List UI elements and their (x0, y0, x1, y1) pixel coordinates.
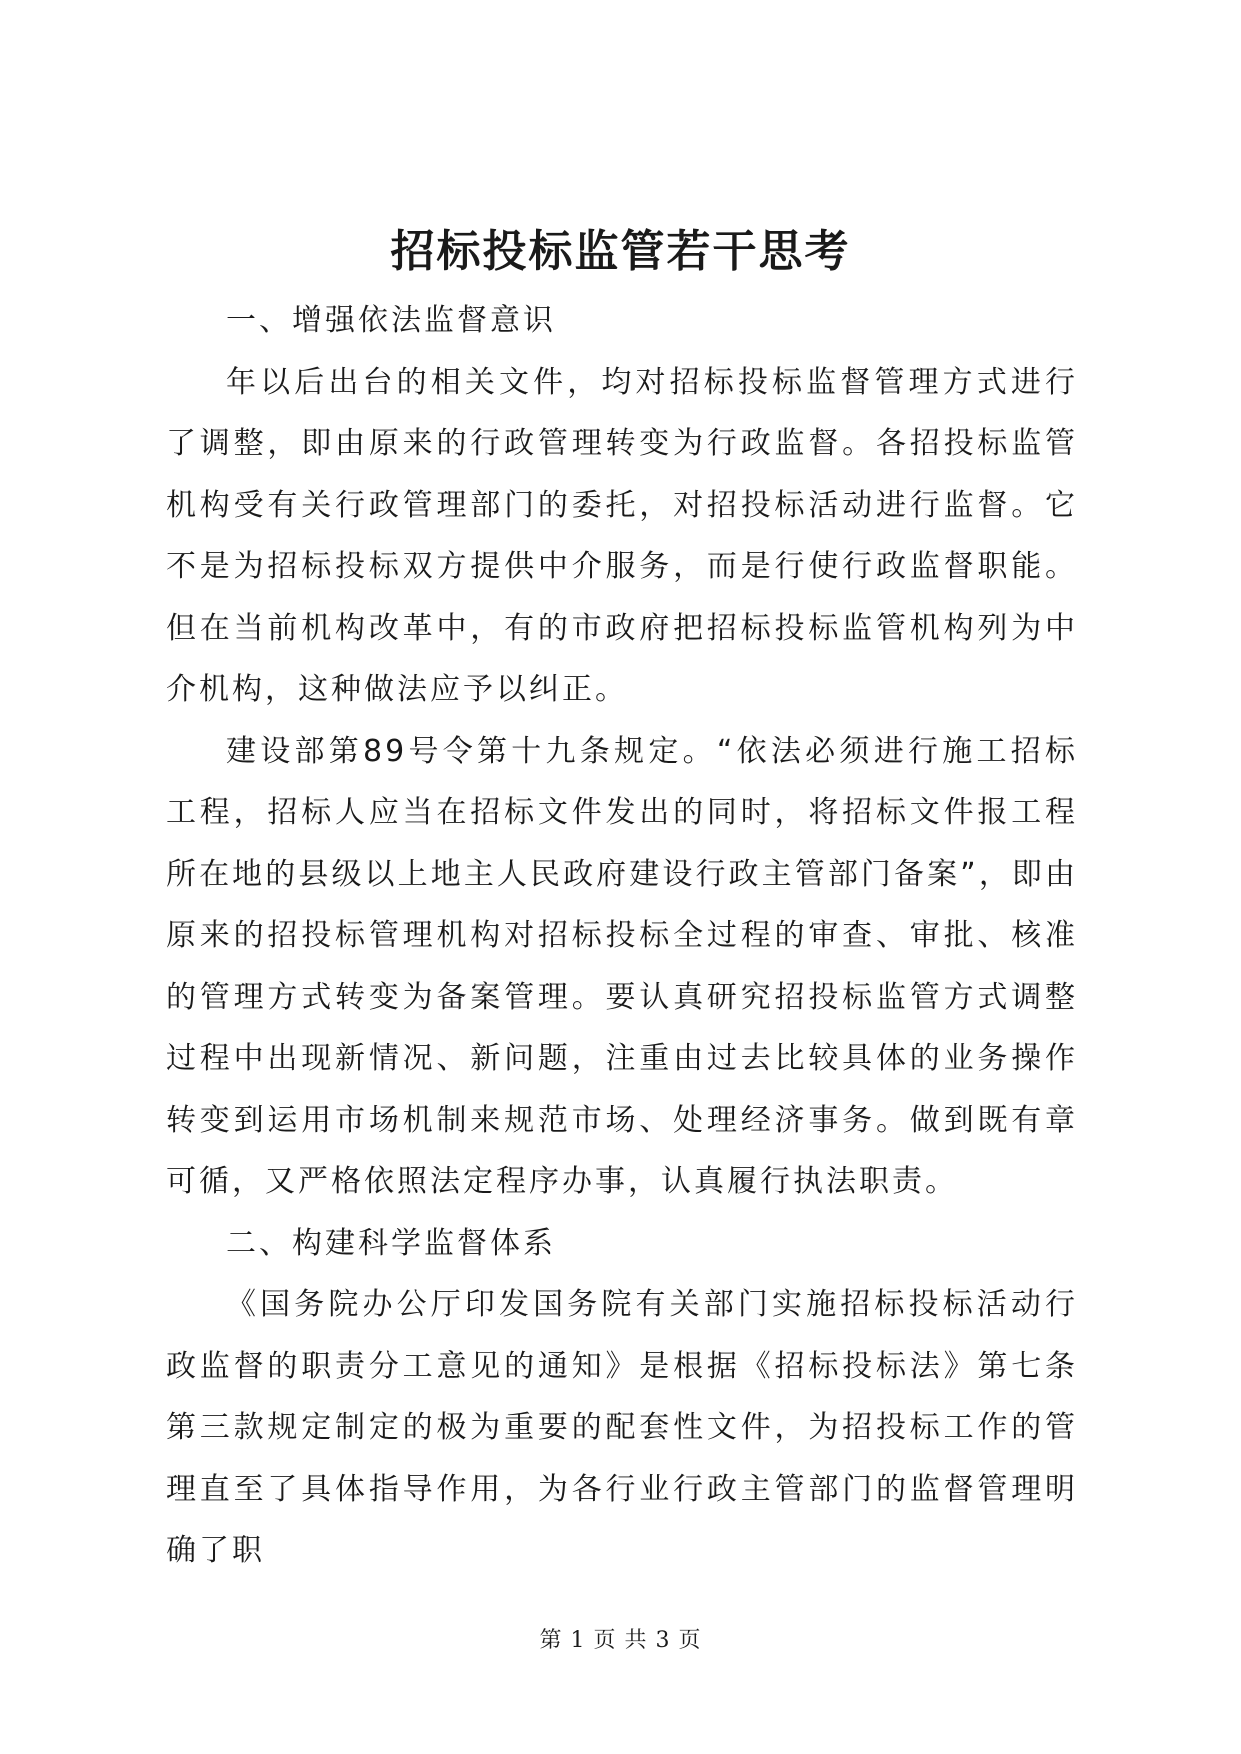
paragraph-2: 建设部第89号令第十九条规定。“依法必须进行施工招标工程，招标人应当在招标文件发出的同时，将招标文件报工程所在地的县级以上地主人民政府建设行政主管部门备案”，即由原来的招投标管理机构对招标投标全过程的审查、审批、核准的管理方式转变为备案管理。要认真研究招投标监管方式调整过程中出现新情况、新问题，注重由过去比较具体的业务操作转变到运用市场机制来规范市场、处理经济事务。做到既有章可循，又严格依照法定程序办事，认真履行执法职责。 (166, 733, 1078, 1199)
section-heading-2: 二、构建科学监督体系 (226, 1225, 556, 1261)
document-title: 招标投标监管若干思考 (390, 226, 851, 277)
paragraph-1: 年以后出台的相关文件，均对招标投标监督管理方式进行了调整，即由原来的行政管理转变为行政监督。各招投标监管机构受有关行政管理部门的委托，对招投标活动进行监督。它不是为招标投标双方提供中介服务，而是行使行政监督职能。但在当前机构改革中，有的市政府把招标投标监管机构列为中介机构，这种做法应予以纠正。 (166, 364, 1078, 707)
page-footer: 第 1 页 共 3 页 (539, 1628, 702, 1653)
section-heading-1: 一、增强依法监督意识 (226, 303, 556, 338)
paragraph-3: 《国务院办公厅印发国务院有关部门实施招标投标活动行政监督的职责分工意见的通知》是根据《招标投标法》第七条第三款规定制定的极为重要的配套性文件，为招投标工作的管理直至了具体指导作用，为各行业行政主管部门的监督管理明确了职 (166, 1287, 1078, 1568)
document-body (166, 290, 1078, 1582)
